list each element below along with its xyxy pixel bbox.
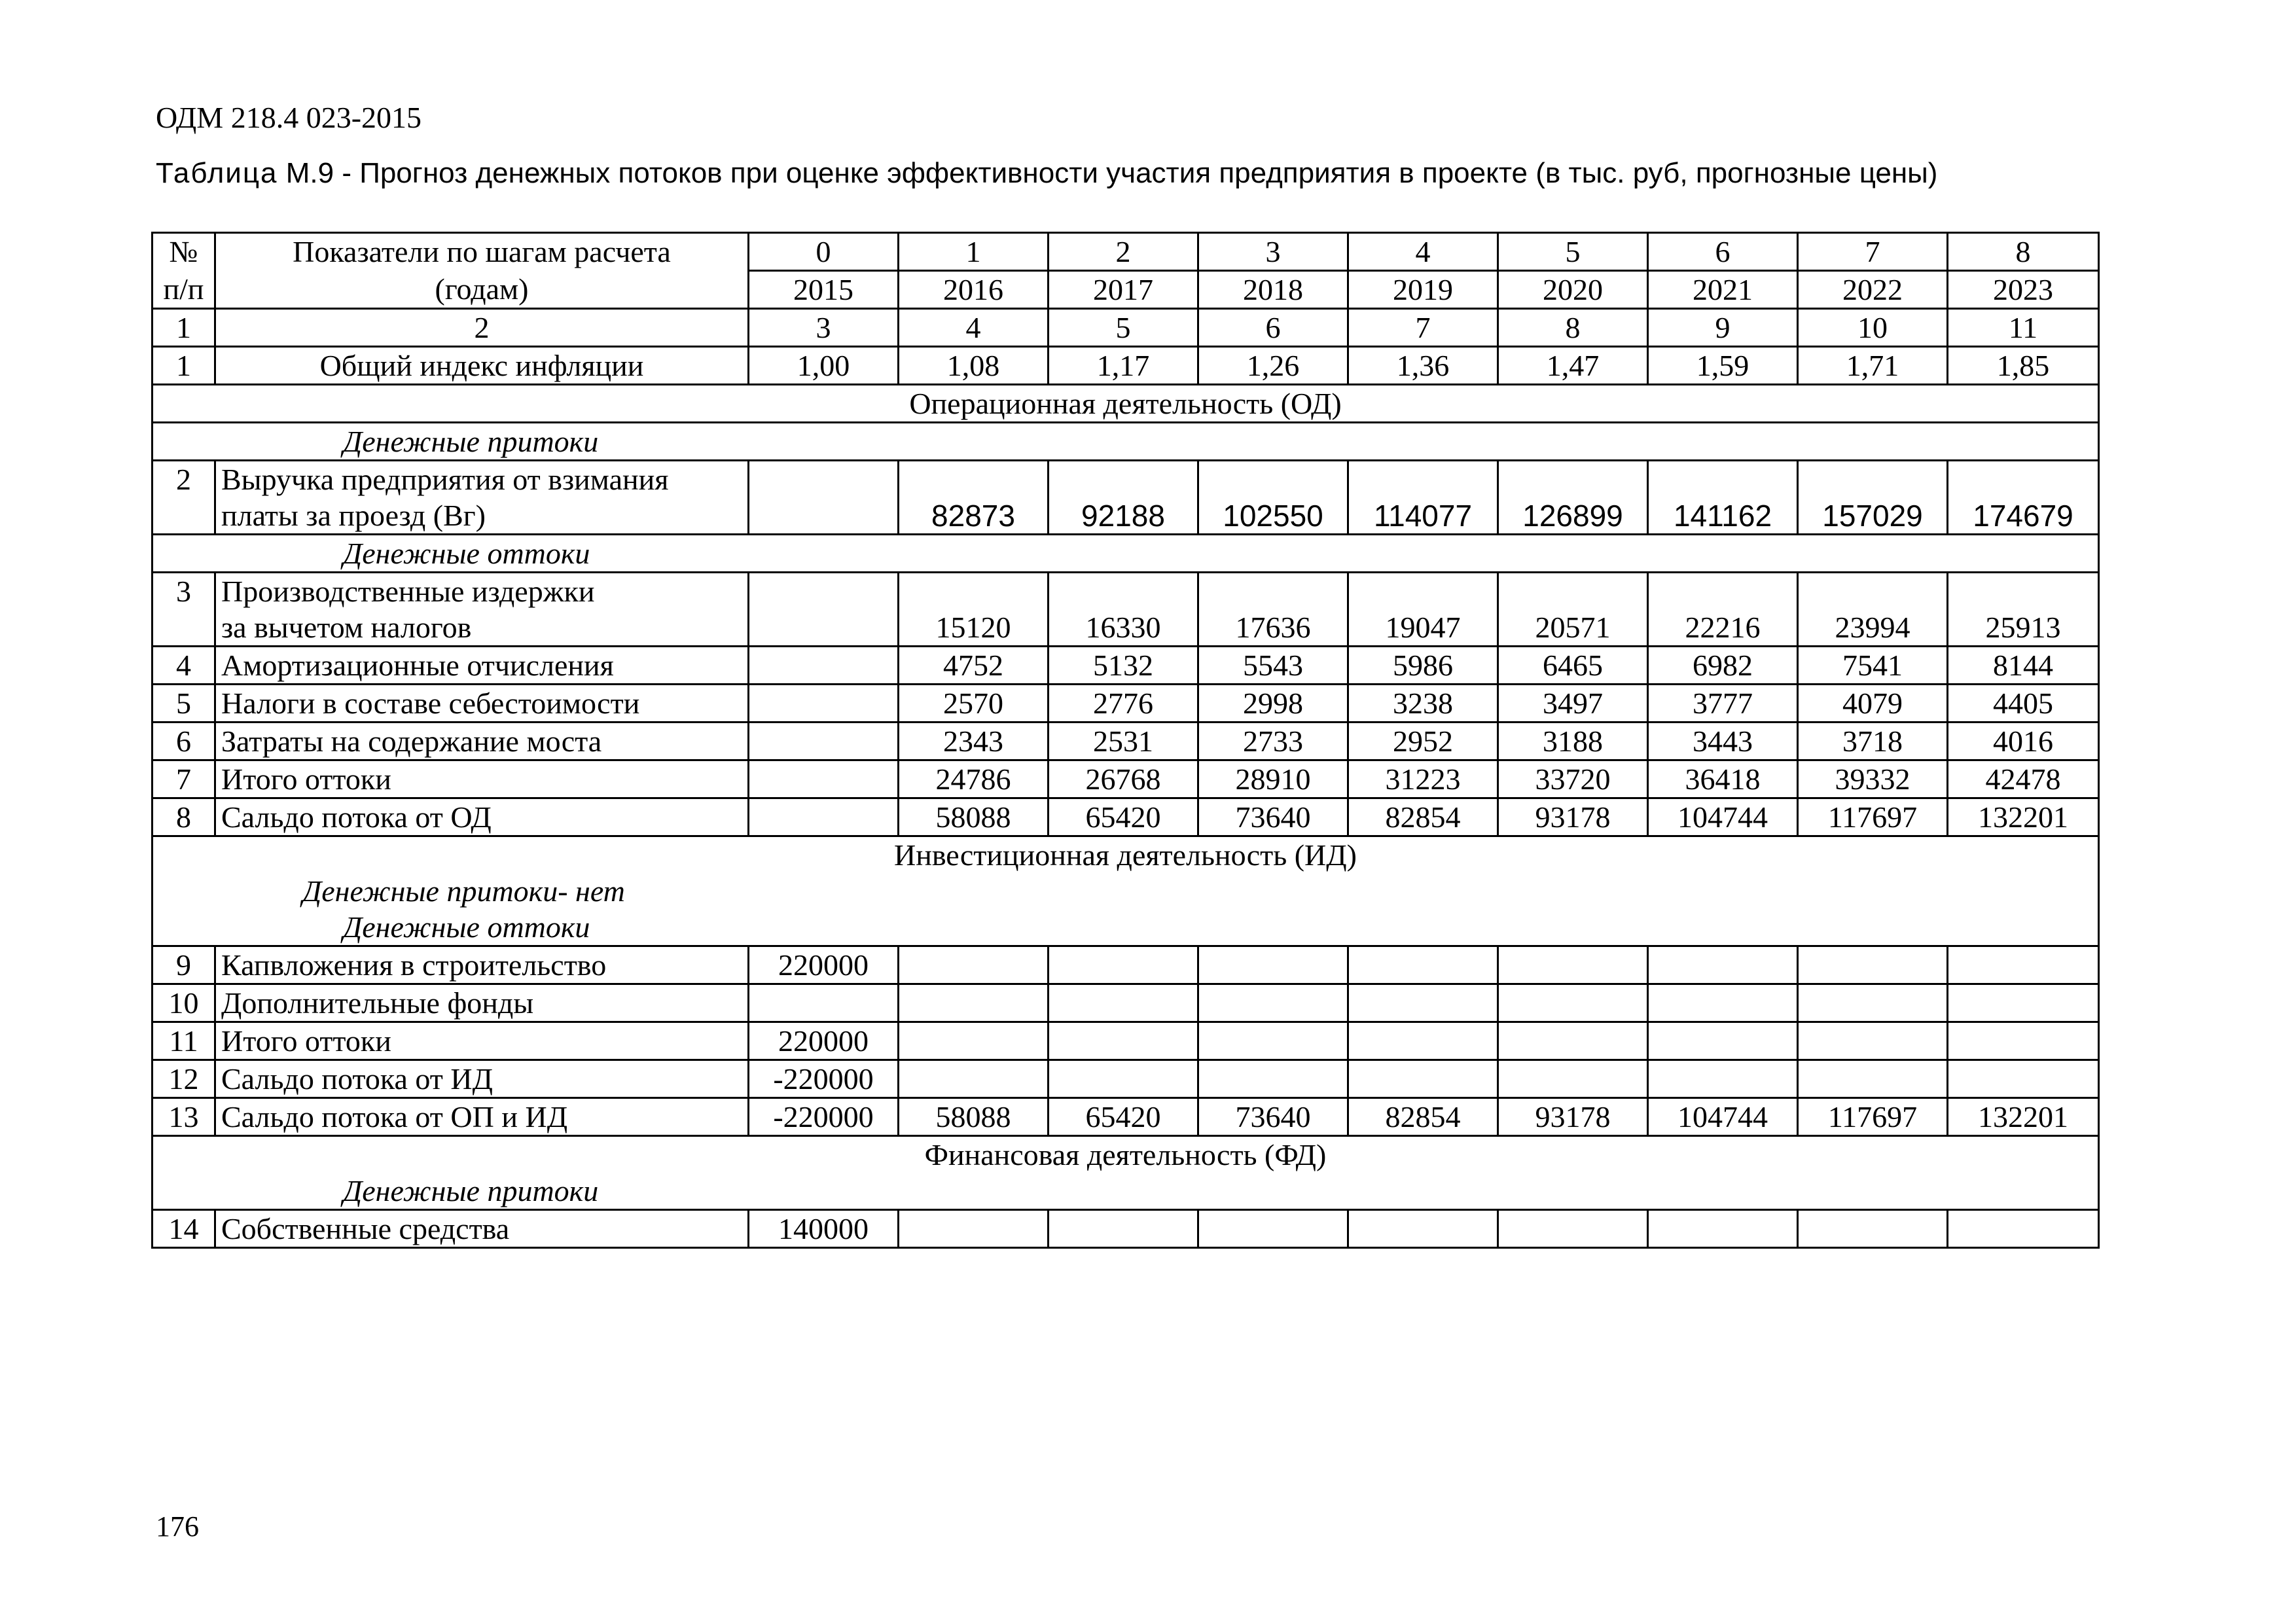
row-label: Амортизационные отчисления bbox=[215, 647, 749, 685]
header-year: 2016 bbox=[899, 271, 1049, 309]
data-row bbox=[152, 647, 2099, 685]
value-cell: 141162 bbox=[1648, 497, 1798, 535]
header-step: 3 bbox=[1198, 233, 1348, 271]
table-body bbox=[152, 233, 2099, 1248]
header-step: 8 bbox=[1948, 233, 2099, 271]
value-cell bbox=[749, 722, 899, 760]
value-cell: 7541 bbox=[1798, 647, 1948, 685]
value-cell bbox=[1798, 1060, 1948, 1098]
cash-flow-table bbox=[151, 232, 2100, 1249]
header-step: 5 bbox=[1498, 233, 1648, 271]
value-cell bbox=[749, 760, 899, 798]
row-label: Сальдо потока от ОД bbox=[215, 798, 749, 836]
subsection-row bbox=[152, 423, 2099, 461]
subsection-row bbox=[152, 909, 2099, 946]
value-cell: 65420 bbox=[1049, 1098, 1198, 1136]
section-title-row bbox=[152, 836, 2099, 874]
header-indicator: Показатели по шагам расчета bbox=[215, 233, 749, 271]
value-cell: 6465 bbox=[1498, 647, 1648, 685]
subsection-outflows: Денежные оттоки bbox=[152, 909, 2099, 946]
data-row bbox=[152, 760, 2099, 798]
value-cell bbox=[1198, 984, 1348, 1022]
section-title-row bbox=[152, 1136, 2099, 1173]
column-number: 5 bbox=[1049, 309, 1198, 347]
row-label: Итого оттоки bbox=[215, 1022, 749, 1060]
value-cell bbox=[1198, 573, 1348, 610]
header-indicator-sub: (годам) bbox=[215, 271, 749, 309]
value-cell: 82854 bbox=[1348, 1098, 1498, 1136]
value-cell bbox=[1348, 1022, 1498, 1060]
row-number: 2 bbox=[152, 461, 215, 498]
inflation-row bbox=[152, 347, 2099, 385]
value-cell bbox=[1049, 1022, 1198, 1060]
header-row-steps bbox=[152, 233, 2099, 271]
value-cell: 8144 bbox=[1948, 647, 2099, 685]
value-cell bbox=[1498, 1022, 1648, 1060]
value-cell: 102550 bbox=[1198, 497, 1348, 535]
value-cell bbox=[1798, 1022, 1948, 1060]
value-cell: 1,36 bbox=[1348, 347, 1498, 385]
value-cell: 5543 bbox=[1198, 647, 1348, 685]
section-title-fd: Финансовая деятельность (ФД) bbox=[152, 1136, 2099, 1173]
value-cell bbox=[1049, 1060, 1198, 1098]
value-cell: 24786 bbox=[899, 760, 1049, 798]
value-cell: 22216 bbox=[1648, 609, 1798, 647]
value-cell bbox=[1348, 573, 1498, 610]
value-cell: 1,47 bbox=[1498, 347, 1648, 385]
value-cell: 174679 bbox=[1948, 497, 2099, 535]
data-row bbox=[152, 1098, 2099, 1136]
value-cell bbox=[1198, 946, 1348, 984]
value-cell: 36418 bbox=[1648, 760, 1798, 798]
value-cell: 220000 bbox=[749, 1022, 899, 1060]
value-cell bbox=[1198, 1210, 1348, 1248]
caption-text: М.9 - Прогноз денежных потоков при оценке эффективности участия предприятия в проекте (в тыс. руб, прогнозные цены) bbox=[278, 157, 1938, 189]
value-cell bbox=[899, 573, 1049, 610]
value-cell: 58088 bbox=[899, 798, 1049, 836]
subsection-row bbox=[152, 535, 2099, 573]
value-cell bbox=[1498, 1210, 1648, 1248]
value-cell: 5132 bbox=[1049, 647, 1198, 685]
value-cell bbox=[1648, 946, 1798, 984]
header-step: 4 bbox=[1348, 233, 1498, 271]
row-number: 14 bbox=[152, 1210, 215, 1248]
value-cell: 17636 bbox=[1198, 609, 1348, 647]
column-number: 7 bbox=[1348, 309, 1498, 347]
value-cell: 2531 bbox=[1049, 722, 1198, 760]
row-number: 4 bbox=[152, 647, 215, 685]
data-row-cont bbox=[152, 497, 2099, 535]
value-cell: 2776 bbox=[1049, 685, 1198, 722]
value-cell bbox=[899, 1210, 1049, 1248]
value-cell: 1,08 bbox=[899, 347, 1049, 385]
value-cell bbox=[1648, 461, 1798, 498]
value-cell bbox=[1798, 984, 1948, 1022]
value-cell: 23994 bbox=[1798, 609, 1948, 647]
header-no: № bbox=[152, 233, 215, 271]
value-cell bbox=[1498, 573, 1648, 610]
value-cell: 1,71 bbox=[1798, 347, 1948, 385]
row-number: 12 bbox=[152, 1060, 215, 1098]
value-cell bbox=[1648, 573, 1798, 610]
value-cell: 93178 bbox=[1498, 798, 1648, 836]
value-cell bbox=[899, 946, 1049, 984]
value-cell: 2952 bbox=[1348, 722, 1498, 760]
value-cell: 25913 bbox=[1948, 609, 2099, 647]
value-cell: 58088 bbox=[899, 1098, 1049, 1136]
row-number: 11 bbox=[152, 1022, 215, 1060]
header-year: 2023 bbox=[1948, 271, 2099, 309]
row-number: 7 bbox=[152, 760, 215, 798]
value-cell bbox=[1948, 1022, 2099, 1060]
table-caption bbox=[156, 154, 1937, 192]
value-cell: 1,26 bbox=[1198, 347, 1348, 385]
data-row bbox=[152, 1022, 2099, 1060]
row-number: 10 bbox=[152, 984, 215, 1022]
value-cell: 140000 bbox=[749, 1210, 899, 1248]
value-cell bbox=[1498, 984, 1648, 1022]
value-cell: 132201 bbox=[1948, 1098, 2099, 1136]
row-label: Сальдо потока от ОП и ИД bbox=[215, 1098, 749, 1136]
value-cell: 157029 bbox=[1798, 497, 1948, 535]
value-cell: 117697 bbox=[1798, 798, 1948, 836]
value-cell: 73640 bbox=[1198, 798, 1348, 836]
value-cell: -220000 bbox=[749, 1098, 899, 1136]
data-row bbox=[152, 461, 2099, 498]
row-label: Сальдо потока от ИД bbox=[215, 1060, 749, 1098]
value-cell: 15120 bbox=[899, 609, 1049, 647]
header-year: 2022 bbox=[1798, 271, 1948, 309]
section-title-od: Операционная деятельность (ОД) bbox=[152, 385, 2099, 423]
value-cell: 2998 bbox=[1198, 685, 1348, 722]
row-number: 6 bbox=[152, 722, 215, 760]
value-cell bbox=[1198, 1022, 1348, 1060]
section-title-id: Инвестиционная деятельность (ИД) bbox=[152, 836, 2099, 874]
row-label: Капвложения в строительство bbox=[215, 946, 749, 984]
header-row-column-numbers bbox=[152, 309, 2099, 347]
document-code: ОДМ 218.4 023-2015 bbox=[156, 101, 422, 134]
value-cell bbox=[1948, 573, 2099, 610]
header-year: 2015 bbox=[749, 271, 899, 309]
value-cell: 1,00 bbox=[749, 347, 899, 385]
subsection-inflows: Денежные притоки- нет bbox=[152, 873, 2099, 909]
column-number: 8 bbox=[1498, 309, 1648, 347]
data-row bbox=[152, 685, 2099, 722]
value-cell: 220000 bbox=[749, 946, 899, 984]
value-cell bbox=[1648, 1210, 1798, 1248]
value-cell bbox=[1049, 984, 1198, 1022]
value-cell bbox=[749, 647, 899, 685]
value-cell bbox=[1348, 461, 1498, 498]
value-cell: 3238 bbox=[1348, 685, 1498, 722]
value-cell: 117697 bbox=[1798, 1098, 1948, 1136]
column-number: 9 bbox=[1648, 309, 1798, 347]
value-cell: 92188 bbox=[1049, 497, 1198, 535]
value-cell: 26768 bbox=[1049, 760, 1198, 798]
value-cell bbox=[1648, 1060, 1798, 1098]
value-cell: 3497 bbox=[1498, 685, 1648, 722]
data-row bbox=[152, 1060, 2099, 1098]
value-cell: 2343 bbox=[899, 722, 1049, 760]
row-label: Налоги в составе себестоимости bbox=[215, 685, 749, 722]
value-cell: 4405 bbox=[1948, 685, 2099, 722]
value-cell bbox=[749, 609, 899, 647]
value-cell bbox=[1648, 984, 1798, 1022]
subsection-row bbox=[152, 1173, 2099, 1210]
value-cell: 28910 bbox=[1198, 760, 1348, 798]
value-cell bbox=[1049, 461, 1198, 498]
value-cell bbox=[899, 984, 1049, 1022]
value-cell bbox=[899, 1022, 1049, 1060]
value-cell bbox=[1049, 946, 1198, 984]
row-number: 8 bbox=[152, 798, 215, 836]
data-row-cont bbox=[152, 609, 2099, 647]
value-cell bbox=[1798, 946, 1948, 984]
column-number: 11 bbox=[1948, 309, 2099, 347]
value-cell: 39332 bbox=[1798, 760, 1948, 798]
row-label: Затраты на содержание моста bbox=[215, 722, 749, 760]
value-cell bbox=[1948, 1210, 2099, 1248]
value-cell: 126899 bbox=[1498, 497, 1648, 535]
value-cell: 93178 bbox=[1498, 1098, 1648, 1136]
value-cell: 4016 bbox=[1948, 722, 2099, 760]
header-year: 2017 bbox=[1049, 271, 1198, 309]
row-label: платы за проезд (Вг) bbox=[215, 497, 749, 535]
row-number: 13 bbox=[152, 1098, 215, 1136]
header-step: 0 bbox=[749, 233, 899, 271]
header-step: 1 bbox=[899, 233, 1049, 271]
value-cell bbox=[1948, 984, 2099, 1022]
value-cell: 1,85 bbox=[1948, 347, 2099, 385]
value-cell: 1,17 bbox=[1049, 347, 1198, 385]
value-cell bbox=[1948, 1060, 2099, 1098]
header-row-years bbox=[152, 271, 2099, 309]
value-cell: 104744 bbox=[1648, 798, 1798, 836]
value-cell: 3718 bbox=[1798, 722, 1948, 760]
column-number: 2 bbox=[215, 309, 749, 347]
value-cell bbox=[1798, 573, 1948, 610]
value-cell: 114077 bbox=[1348, 497, 1498, 535]
value-cell: 20571 bbox=[1498, 609, 1648, 647]
header-year: 2020 bbox=[1498, 271, 1648, 309]
row-label: Выручка предприятия от взимания bbox=[215, 461, 749, 498]
value-cell: 31223 bbox=[1348, 760, 1498, 798]
value-cell bbox=[1948, 461, 2099, 498]
subsection-row bbox=[152, 873, 2099, 909]
value-cell bbox=[1348, 946, 1498, 984]
column-number: 10 bbox=[1798, 309, 1948, 347]
data-row bbox=[152, 798, 2099, 836]
value-cell: 73640 bbox=[1198, 1098, 1348, 1136]
value-cell: 6982 bbox=[1648, 647, 1798, 685]
value-cell: 3777 bbox=[1648, 685, 1798, 722]
value-cell bbox=[1948, 946, 2099, 984]
value-cell: 42478 bbox=[1948, 760, 2099, 798]
value-cell bbox=[1498, 461, 1648, 498]
value-cell bbox=[749, 798, 899, 836]
data-row bbox=[152, 722, 2099, 760]
data-row bbox=[152, 1210, 2099, 1248]
row-label: Дополнительные фонды bbox=[215, 984, 749, 1022]
value-cell: 104744 bbox=[1648, 1098, 1798, 1136]
column-number: 6 bbox=[1198, 309, 1348, 347]
value-cell bbox=[749, 497, 899, 535]
value-cell: 4752 bbox=[899, 647, 1049, 685]
value-cell: 2570 bbox=[899, 685, 1049, 722]
row-number bbox=[152, 609, 215, 647]
value-cell bbox=[1198, 461, 1348, 498]
column-number: 4 bbox=[899, 309, 1049, 347]
value-cell bbox=[1198, 1060, 1348, 1098]
value-cell bbox=[749, 984, 899, 1022]
row-number: 1 bbox=[152, 347, 215, 385]
value-cell: 1,59 bbox=[1648, 347, 1798, 385]
value-cell bbox=[899, 461, 1049, 498]
value-cell: 3188 bbox=[1498, 722, 1648, 760]
header-year: 2019 bbox=[1348, 271, 1498, 309]
value-cell bbox=[899, 1060, 1049, 1098]
row-number: 5 bbox=[152, 685, 215, 722]
value-cell bbox=[1498, 946, 1648, 984]
row-label: Собственные средства bbox=[215, 1210, 749, 1248]
data-row bbox=[152, 573, 2099, 610]
value-cell bbox=[749, 685, 899, 722]
column-number: 1 bbox=[152, 309, 215, 347]
value-cell bbox=[1648, 1022, 1798, 1060]
value-cell: 5986 bbox=[1348, 647, 1498, 685]
value-cell: 19047 bbox=[1348, 609, 1498, 647]
data-row bbox=[152, 984, 2099, 1022]
value-cell: 16330 bbox=[1049, 609, 1198, 647]
header-step: 2 bbox=[1049, 233, 1198, 271]
row-label: Производственные издержки bbox=[215, 573, 749, 610]
header-year: 2018 bbox=[1198, 271, 1348, 309]
value-cell bbox=[749, 573, 899, 610]
caption-lead: Таблица bbox=[156, 157, 278, 189]
row-number bbox=[152, 497, 215, 535]
value-cell: 82854 bbox=[1348, 798, 1498, 836]
subsection-inflows: Денежные притоки bbox=[152, 1173, 2099, 1210]
section-title-row bbox=[152, 385, 2099, 423]
value-cell bbox=[749, 461, 899, 498]
header-no-sub: п/п bbox=[152, 271, 215, 309]
value-cell bbox=[1798, 1210, 1948, 1248]
column-number: 3 bbox=[749, 309, 899, 347]
data-row bbox=[152, 946, 2099, 984]
row-number: 3 bbox=[152, 573, 215, 610]
row-number: 9 bbox=[152, 946, 215, 984]
value-cell: 82873 bbox=[899, 497, 1049, 535]
value-cell: 3443 bbox=[1648, 722, 1798, 760]
header-step: 6 bbox=[1648, 233, 1798, 271]
value-cell bbox=[1348, 1060, 1498, 1098]
value-cell: 4079 bbox=[1798, 685, 1948, 722]
value-cell bbox=[1798, 461, 1948, 498]
subsection-outflows: Денежные оттоки bbox=[152, 535, 2099, 573]
subsection-inflows: Денежные притоки bbox=[152, 423, 2099, 461]
value-cell: -220000 bbox=[749, 1060, 899, 1098]
value-cell bbox=[1348, 1210, 1498, 1248]
value-cell bbox=[1049, 573, 1198, 610]
value-cell: 33720 bbox=[1498, 760, 1648, 798]
row-label: за вычетом налогов bbox=[215, 609, 749, 647]
header-step: 7 bbox=[1798, 233, 1948, 271]
value-cell bbox=[1498, 1060, 1648, 1098]
value-cell bbox=[1049, 1210, 1198, 1248]
header-year: 2021 bbox=[1648, 271, 1798, 309]
value-cell bbox=[1348, 984, 1498, 1022]
page-number: 176 bbox=[156, 1510, 199, 1543]
value-cell: 65420 bbox=[1049, 798, 1198, 836]
row-label: Итого оттоки bbox=[215, 760, 749, 798]
value-cell: 132201 bbox=[1948, 798, 2099, 836]
row-label: Общий индекс инфляции bbox=[215, 347, 749, 385]
value-cell: 2733 bbox=[1198, 722, 1348, 760]
